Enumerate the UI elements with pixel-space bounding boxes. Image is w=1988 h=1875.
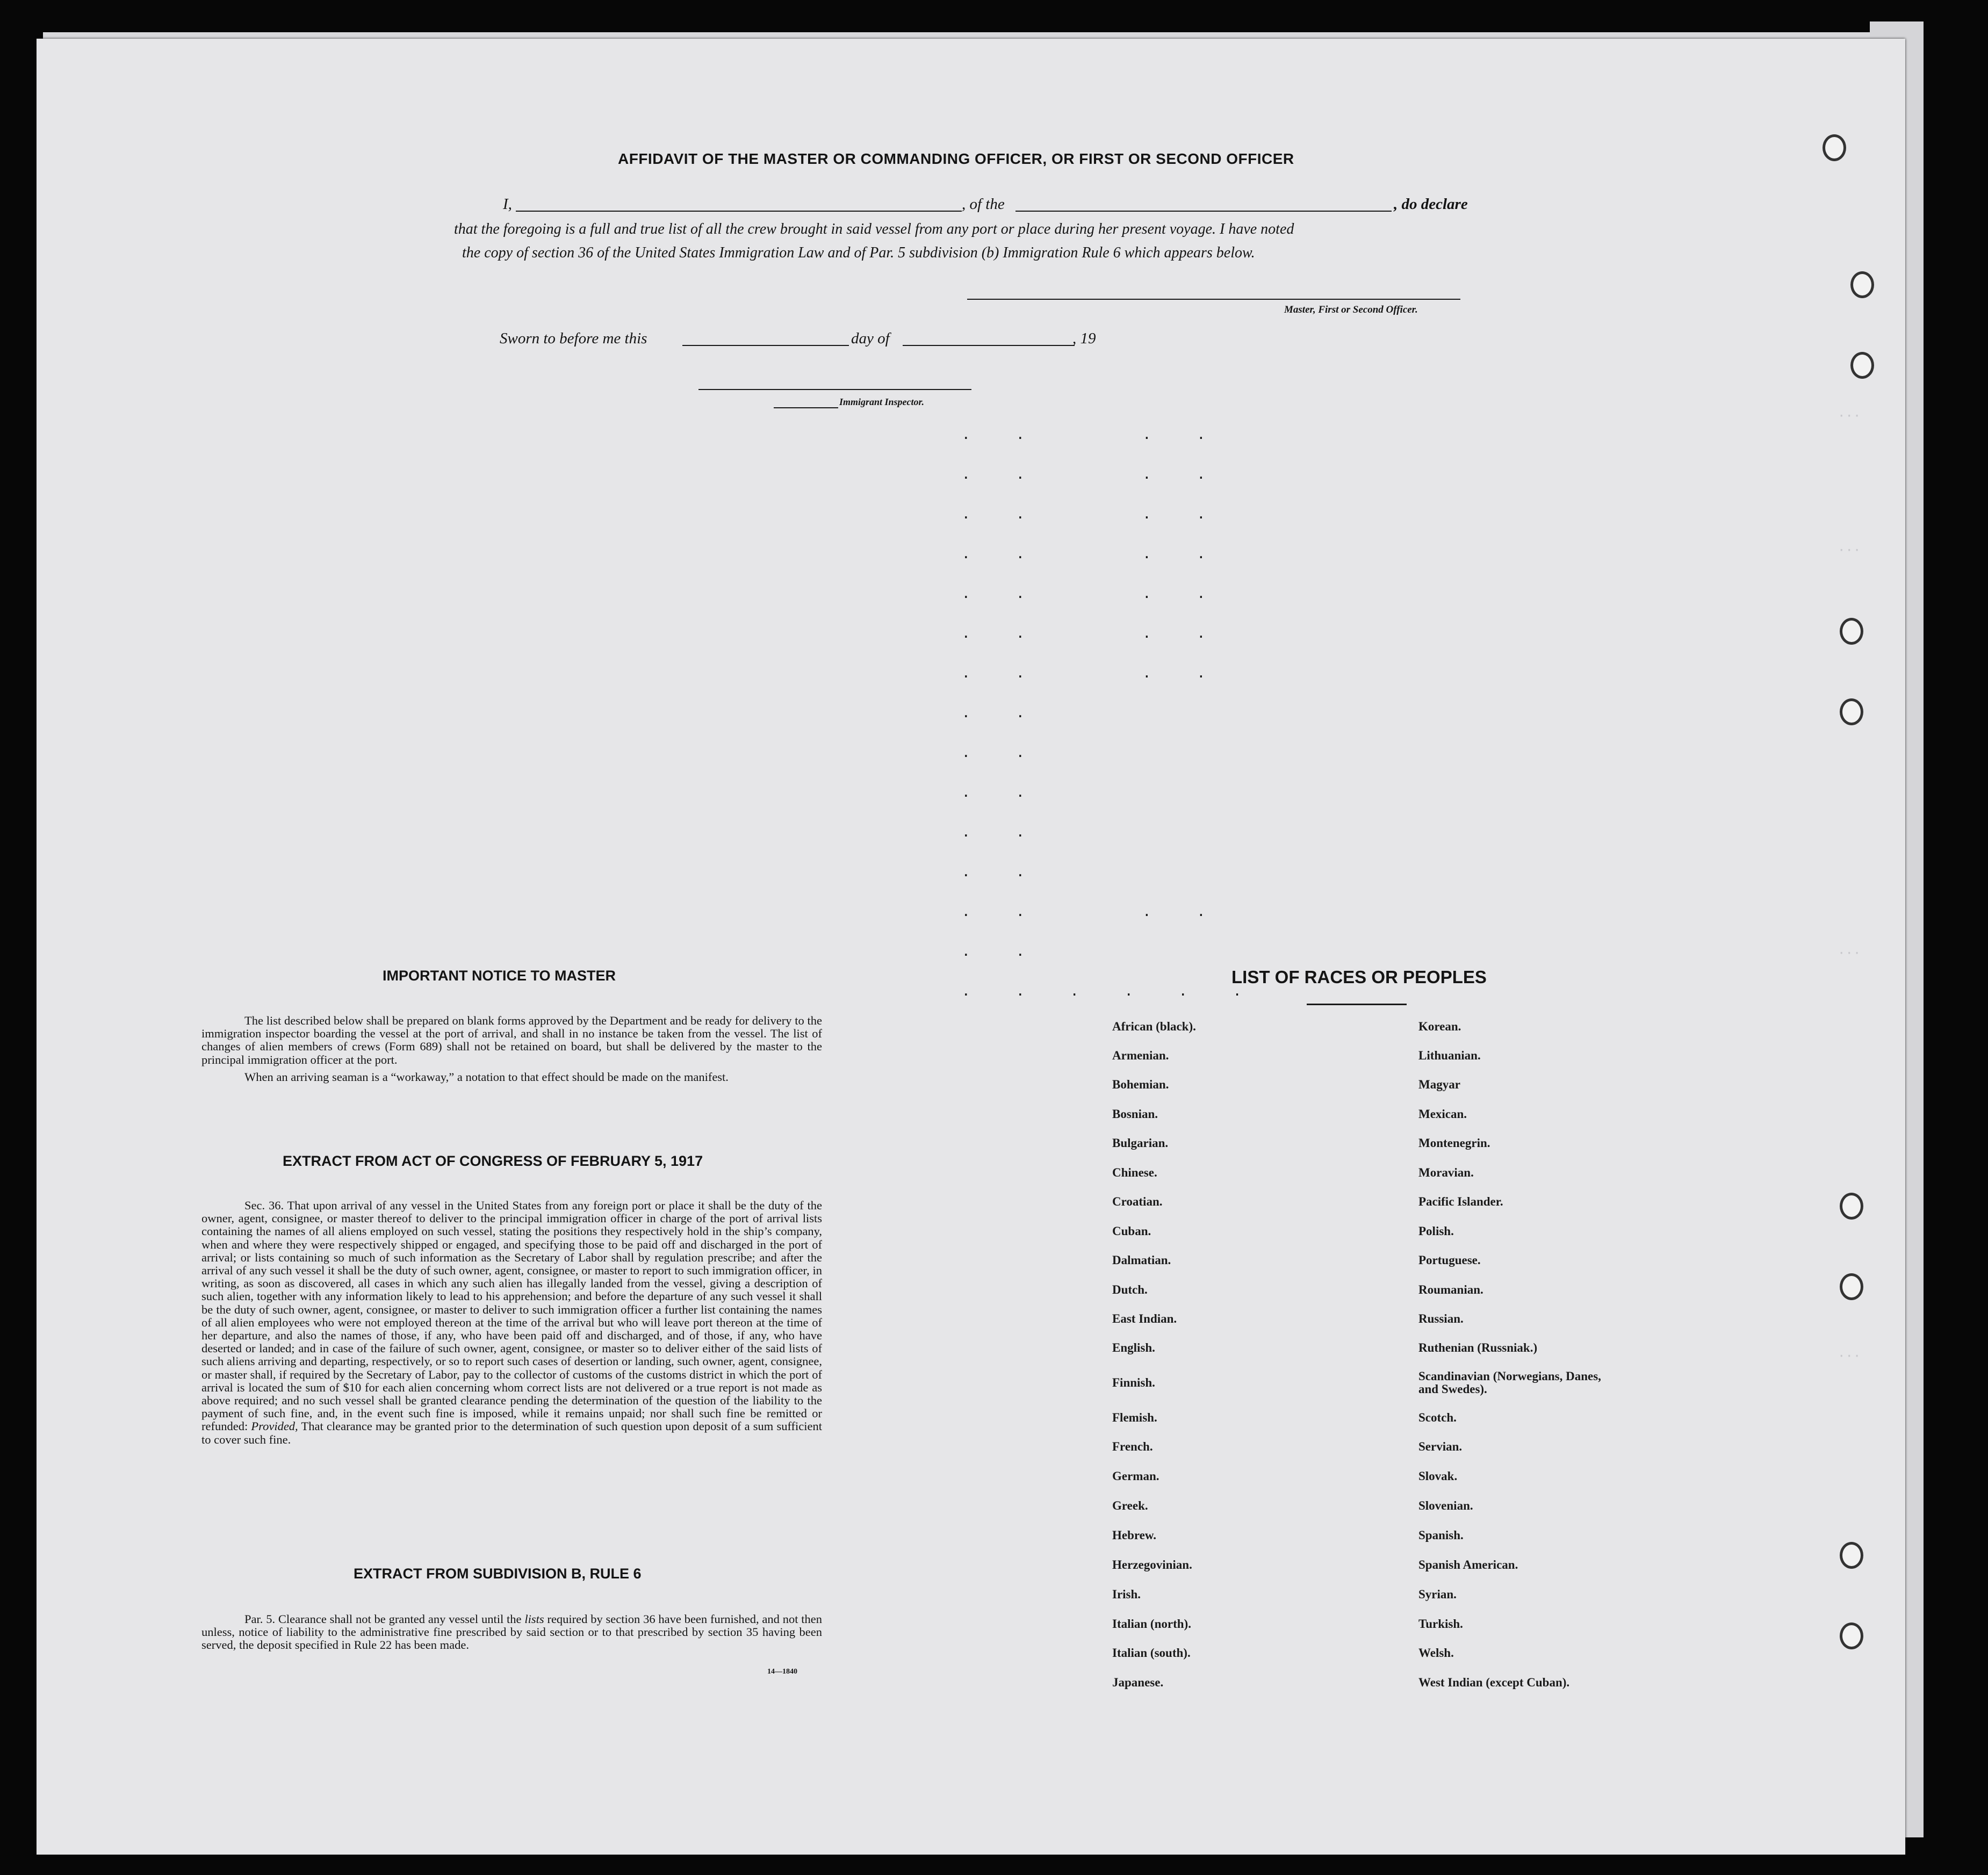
act-section-label: Sec. 36. — [244, 1199, 284, 1212]
declaration-line-2: that the foregoing is a full and true list of all the crew brought in said vessel from any port or place during her present voyage. I have noted — [454, 221, 1294, 237]
binder-hole — [1840, 1193, 1863, 1220]
act-heading: EXTRACT FROM ACT OF CONGRESS OF FEBRUARY 5, 1917 — [283, 1153, 703, 1169]
race-item: Ruthenian (Russniak.) — [1418, 1341, 1538, 1354]
race-item: Japanese. — [1112, 1676, 1164, 1689]
race-item: Irish. — [1112, 1588, 1141, 1601]
bleed-through-mark: ··· — [1838, 946, 1861, 961]
race-item: Welsh. — [1418, 1646, 1454, 1660]
notice-text — [201, 1014, 822, 1084]
binder-hole — [1850, 352, 1874, 379]
sworn-line-mid: day of — [851, 330, 890, 347]
race-item: African (black). — [1112, 1020, 1196, 1033]
race-item: Italian (south). — [1112, 1646, 1191, 1660]
race-item: Polish. — [1418, 1224, 1454, 1238]
race-item: Magyar — [1418, 1078, 1460, 1091]
form-number: 14—1840 — [767, 1668, 797, 1676]
race-item: Servian. — [1418, 1440, 1463, 1453]
race-item: French. — [1112, 1440, 1153, 1453]
race-item: Korean. — [1418, 1020, 1461, 1033]
master-signature-line — [967, 299, 1460, 300]
sworn-month-blank — [903, 345, 1075, 346]
notice-heading: IMPORTANT NOTICE TO MASTER — [383, 968, 616, 984]
race-item: Russian. — [1418, 1312, 1464, 1325]
race-item: Mexican. — [1418, 1107, 1467, 1121]
race-item: Finnish. — [1112, 1376, 1155, 1389]
race-item: Dalmatian. — [1112, 1253, 1171, 1267]
race-item: English. — [1112, 1341, 1155, 1354]
race-item: Turkish. — [1418, 1617, 1463, 1631]
race-item: Spanish American. — [1418, 1558, 1518, 1571]
declaration-line-1-mid: , of the — [962, 196, 1005, 213]
sworn-line-end: , 19 — [1072, 330, 1096, 347]
races-heading-rule — [1307, 1004, 1407, 1005]
inspector-signature-lead — [774, 407, 838, 408]
race-item: Croatian. — [1112, 1195, 1163, 1208]
act-proviso-label: Provided, — [251, 1419, 298, 1433]
rule-heading: EXTRACT FROM SUBDIVISION B, RULE 6 — [354, 1566, 642, 1582]
race-item: Spanish. — [1418, 1528, 1464, 1542]
race-item: Cuban. — [1112, 1224, 1151, 1238]
race-item: Scandinavian (Norwegians, Danes, and Swedes). — [1418, 1369, 1601, 1396]
inspector-signature-line — [698, 389, 971, 390]
race-item: Scotch. — [1418, 1411, 1457, 1424]
race-item: West Indian (except Cuban). — [1418, 1676, 1570, 1689]
races-heading: LIST OF RACES OR PEOPLES — [1231, 967, 1487, 987]
master-signature-caption: Master, First or Second Officer. — [1284, 304, 1418, 315]
declarant-name-blank — [516, 211, 962, 212]
binder-hole — [1823, 134, 1846, 161]
race-item: Bohemian. — [1112, 1078, 1169, 1091]
race-item: Hebrew. — [1112, 1528, 1156, 1542]
act-proviso: That clearance may be granted prior to the determination of such question upon deposit of a sum sufficient to cover such fine. — [201, 1419, 823, 1446]
race-item: Greek. — [1112, 1499, 1148, 1512]
declaration-line-1-end: , do declare — [1394, 196, 1468, 213]
race-item: Pacific Islander. — [1418, 1195, 1503, 1208]
affidavit-title: AFFIDAVIT OF THE MASTER OR COMMANDING OFFICER, OR FIRST OR SECOND OFFICER — [618, 150, 1294, 167]
notice-paragraph-1: The list described below shall be prepared on blank forms approved by the Department and be ready for delivery to the immigration inspector boarding the vessel at the port of arrival, and shall in no instance be taken from the vessel. The list of changes of alien members of crews (Form 689) shall not be retained on board, but shall be delivered by the master to the principal immigration officer at the port. — [201, 1014, 822, 1066]
race-item: Syrian. — [1418, 1588, 1457, 1601]
race-item: Flemish. — [1112, 1411, 1157, 1424]
race-item: Dutch. — [1112, 1283, 1148, 1296]
rule-paragraph — [201, 1613, 822, 1652]
race-item: Moravian. — [1418, 1166, 1474, 1179]
race-item: Italian (north). — [1112, 1617, 1191, 1631]
race-item: Bulgarian. — [1112, 1136, 1169, 1150]
race-item: Roumanian. — [1418, 1283, 1483, 1296]
bleed-through-mark: ··· — [1838, 1348, 1861, 1364]
declaration-line-1-start: I, — [503, 196, 512, 213]
race-item: German. — [1112, 1469, 1159, 1483]
binder-hole — [1850, 271, 1874, 298]
binder-hole — [1840, 1273, 1863, 1300]
race-item: Herzegovinian. — [1112, 1558, 1192, 1571]
rule-body-b: required by section 36 have been furnished, and not then unless, notice of liability to the administrative fine prescribed by said section or to that prescribed by section 35 having been served, the deposit specified in Rule 22 has been made. — [201, 1612, 823, 1652]
dot-leader-column: . . . . . . . . . . . . . . . . . . . . . . . . . . . . . . . . . . . . . . . . . . . . . . . . . . — [962, 427, 1251, 999]
rule-text — [201, 1613, 822, 1652]
inspector-caption: Immigrant Inspector. — [839, 396, 925, 407]
declaration-line-3: the copy of section 36 of the United States Immigration Law and of Par. 5 subdivision (b) Immigration Rule 6 which appears below. — [462, 244, 1255, 261]
rule-body-a: Par. 5. Clearance shall not be granted any vessel until the — [244, 1612, 522, 1626]
race-item: Slovenian. — [1418, 1499, 1473, 1512]
bleed-through-mark: ··· — [1838, 543, 1861, 558]
sworn-line-start: Sworn to before me this — [500, 330, 647, 347]
act-text — [201, 1199, 822, 1446]
race-item: Portuguese. — [1418, 1253, 1481, 1267]
bleed-through-mark: ··· — [1838, 408, 1861, 423]
race-item: Bosnian. — [1112, 1107, 1158, 1121]
act-paragraph — [201, 1199, 822, 1446]
race-item: Armenian. — [1112, 1049, 1169, 1062]
vessel-name-blank — [1015, 211, 1392, 212]
race-item: Chinese. — [1112, 1166, 1157, 1179]
rule-lists-word: lists — [524, 1612, 544, 1626]
binder-hole — [1840, 1542, 1863, 1569]
act-body: That upon arrival of any vessel in the United States from any foreign port or place it shall be the duty of the owner, agent, consignee, or master thereof to deliver to the principal immigration officer in charge of the port of arrival lists containing the names of all aliens employed on such vessel, stating the positions they respectively hold in the ship’s company, when and where they were respectively shipped or engaged, and specifying those to be paid off and discharged in the port of arrival; or lists containing so much of such information as the Secretary of Labor shall by regulation prescribe; and after the arrival of any such vessel it shall be the duty of such owner, agent, consignee, or master to report to such immigration officer, in writing, as soon as discovered, all cases in which any such alien has illegally landed from the vessel, giving a description of such alien, together with any information likely to lead to his apprehension; and before the departure of any such vessel it shall be the duty of such owner, agent, consignee, or master to deliver to such immigration officer a further list containing the names of all alien employees who were not employed thereon at the time of the arrival but who will leave port thereon at the time of her departure, and also the names of those, if any, who have been paid off and discharged, and of those, if any, who have deserted or landed; and in case of the failure of such owner, agent, consignee, or master so to deliver either of the said lists of such aliens arriving and departing, respectively, or so to report such cases of desertion or landing, such owner, agent, consignee, or master shall, if required by the Secretary of Labor, pay to the collector of customs of the customs district in which the port of arrival is located the sum of $10 for each alien concerning whom correct lists are not delivered or a true report is not made as above required; and no such vessel shall be granted clearance pending the determination of the question of the liability to the payment of such fine, and, in the event such fine is imposed, while it remains unpaid; nor shall such fine be remitted or refunded: — [201, 1199, 822, 1433]
sworn-day-blank — [682, 345, 849, 346]
race-item: Slovak. — [1418, 1469, 1458, 1483]
binder-hole — [1840, 698, 1863, 725]
binder-hole — [1840, 1622, 1863, 1649]
notice-paragraph-2: When an arriving seaman is a “workaway,” a notation to that effect should be made on the manifest. — [244, 1070, 729, 1084]
race-item: Montenegrin. — [1418, 1136, 1490, 1150]
race-item: East Indian. — [1112, 1312, 1177, 1325]
race-item: Lithuanian. — [1418, 1049, 1481, 1062]
binder-hole — [1840, 618, 1863, 645]
